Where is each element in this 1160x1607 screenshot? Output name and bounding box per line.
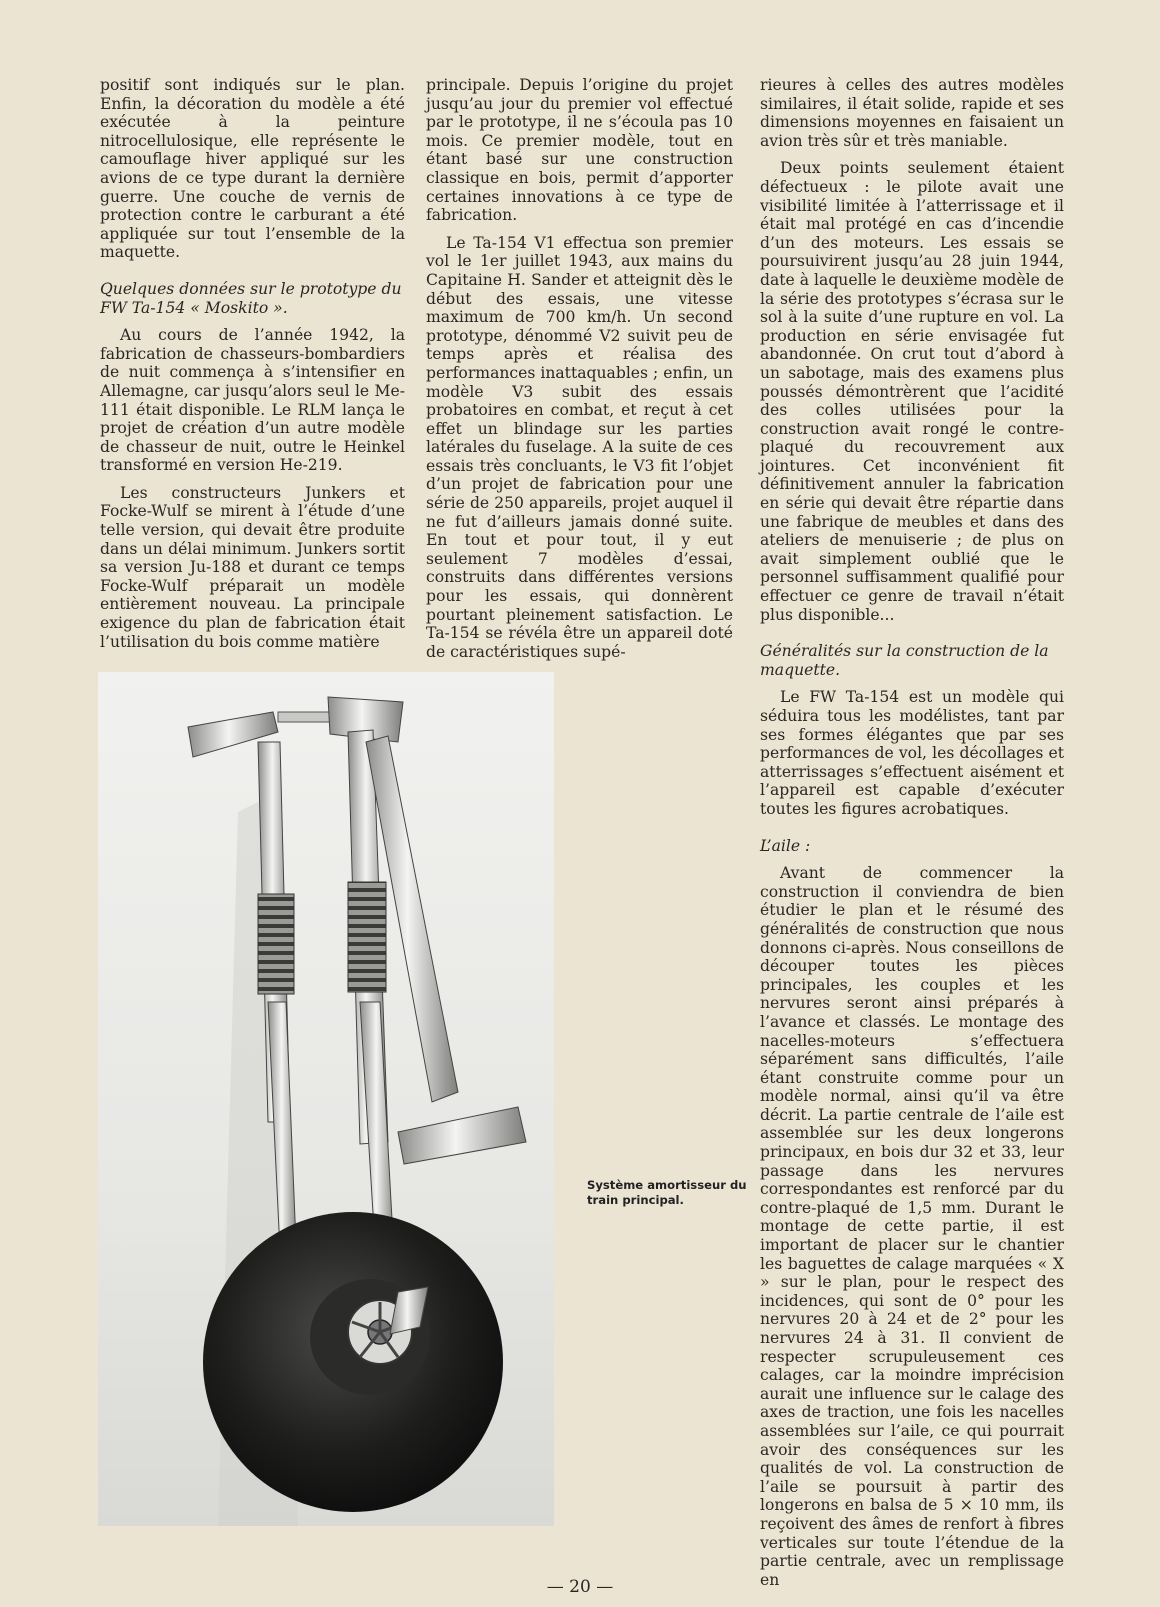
paragraph: Le FW Ta-154 est un modèle qui séduira tous les modélistes, tant par ses formes élégantes que par ses performances de vol, les décollages et atterrissages s’effectuent aisément et l’appareil est capable d’exécuter toutes les figures acrobatiques. — [760, 688, 1064, 818]
section-heading: Quelques données sur le prototype du FW Ta-154 « Moskito ». — [100, 279, 402, 317]
text-column-1 — [100, 76, 405, 660]
photo-caption: Système amortisseur du train principal. — [587, 1178, 747, 1207]
paragraph: principale. Depuis l’origine du projet jusqu’au jour du premier vol effectué par le prototype, il ne s’écoula pas 10 mois. Ce premier modèle, tout en étant basé sur une construction classique en bois, permit d’apporter certaines innovations à ce type de fabrication. — [426, 76, 733, 225]
paragraph: Les constructeurs Junkers et Focke-Wulf se mirent à l’étude d’une telle version, qui devait être produite dans un délai minimum. Junkers sortit sa version Ju-188 et durant ce temps Focke-Wulf préparait un modèle entièrement nouveau. La principale exigence du plan de fabrication était l’utilisation du bois comme matière — [100, 483, 405, 651]
page-number: — 20 — — [546, 1577, 614, 1597]
paragraph: positif sont indiqués sur le plan. Enfin, la décoration du modèle a été exécutée à la peinture nitrocellulosique, elle représente le camouflage hiver appliqué sur les avions de ce type durant la dernière guerre. Une couche de vernis de protection contre le carburant a été appliquée sur tout l’ensemble de la maquette. — [100, 76, 405, 262]
paragraph: Deux points seulement étaient défectueux : le pilote avait une visibilité limitée à l’atterrissage et il était mal protégé en cas d’incendie d’un des moteurs. Les essais se poursuivirent jusqu’au 28 juin 1944, date à laquelle le deuxième modèle de la série des prototypes s’écrasa sur le sol à la suite d’une rupture en vol. La production en série envisagée fut abandonnée. On crut tout d’abord à un sabotage, mais des examens plus poussés démontrèrent que l’acidité des colles utilisées pour la construction avait rongé le contre-plaqué du recouvrement aux jointures. Cet inconvénient fit définitivement annuler la fabrication en série qui devait être répartie dans une fabrique de meubles et dans des ateliers de menuiserie ; de plus on avait simplement oublié que le personnel suffisamment qualifié pour effectuer ce genre de travail n’était plus disponible... — [760, 159, 1064, 624]
section-heading: Généralités sur la construction de la maquette. — [760, 642, 1049, 679]
landing-gear-photo — [98, 672, 554, 1526]
section-heading: L’aile : — [760, 836, 811, 855]
paragraph: Avant de commencer la construction il conviendra de bien étudier le plan et le résumé des généralités de construction que nous donnons ci-après. Nous conseillons de découper toutes les pièces principales, les couples et les nervures seront ainsi préparés à l’avance et classés. Le montage des nacelles-moteurs s’effectuera séparément sans difficultés, l’aile étant construite comme pour un modèle normal, ainsi qu’il va être décrit. La partie centrale de l’aile est assemblée sur les deux longerons principaux, en bois dur 32 et 33, leur passage dans les nervures correspondantes est renforcé par du contre-plaqué de 1,5 mm. Durant le montage de cette partie, il est important de placer sur le chantier les baguettes de calage marquées « X » sur le plan, pour le respect des incidences, qui sont de 0° pour les nervures 20 à 24 et de 2° pour les nervures 24 à 31. Il convient de respecter scrupuleusement ces calages, car la moindre imprécision aurait une influence sur le calage des axes de traction, une fois les nacelles assemblées sur l’aile, ce qui pourrait avoir des conséquences sur les qualités de vol. La construction de l’aile se poursuit à partir des longerons en balsa de 5 × 10 mm, ils reçoivent des âmes de renfort à fibres verticales sur toute l’étendue de la partie centrale, avec un remplissage en — [760, 864, 1064, 1589]
paragraph: rieures à celles des autres modèles similaires, il était solide, rapide et ses dimensions moyennes en faisaient un avion très sûr et très maniable. — [760, 76, 1064, 150]
text-column-3 — [760, 76, 1064, 1598]
paragraph: Au cours de l’année 1942, la fabrication de chasseurs-bombardiers de nuit commença à s’intensifier en Allemagne, car jusqu’alors seul le Me-111 était disponible. Le RLM lança le projet de création d’un autre modèle de chasseur de nuit, outre le Heinkel transformé en version He-219. — [100, 326, 405, 475]
paragraph: Le Ta-154 V1 effectua son premier vol le 1er juillet 1943, aux mains du Capitaine H. Sander et atteignit dès le début des essais, une vitesse maximum de 700 km/h. Un second prototype, dénommé V2 suivit peu de temps après et réalisa des performances inattaquables ; enfin, un modèle V3 subit des essais probatoires en combat, et reçut à cet effet un blindage sur les parties latérales du fuselage. A la suite de ces essais très concluants, le V3 fit l’objet d’un projet de fabrication pour une série de 250 appareils, projet auquel il ne fut d’ailleurs jamais donné suite. En tout et pour tout, il y eut seulement 7 modèles d’essai, construits dans différentes versions pour les essais, qui donnèrent pourtant pleinement satisfaction. Le Ta-154 se révéla être un appareil doté de caractéristiques supé- — [426, 233, 733, 661]
text-column-2 — [426, 76, 733, 670]
